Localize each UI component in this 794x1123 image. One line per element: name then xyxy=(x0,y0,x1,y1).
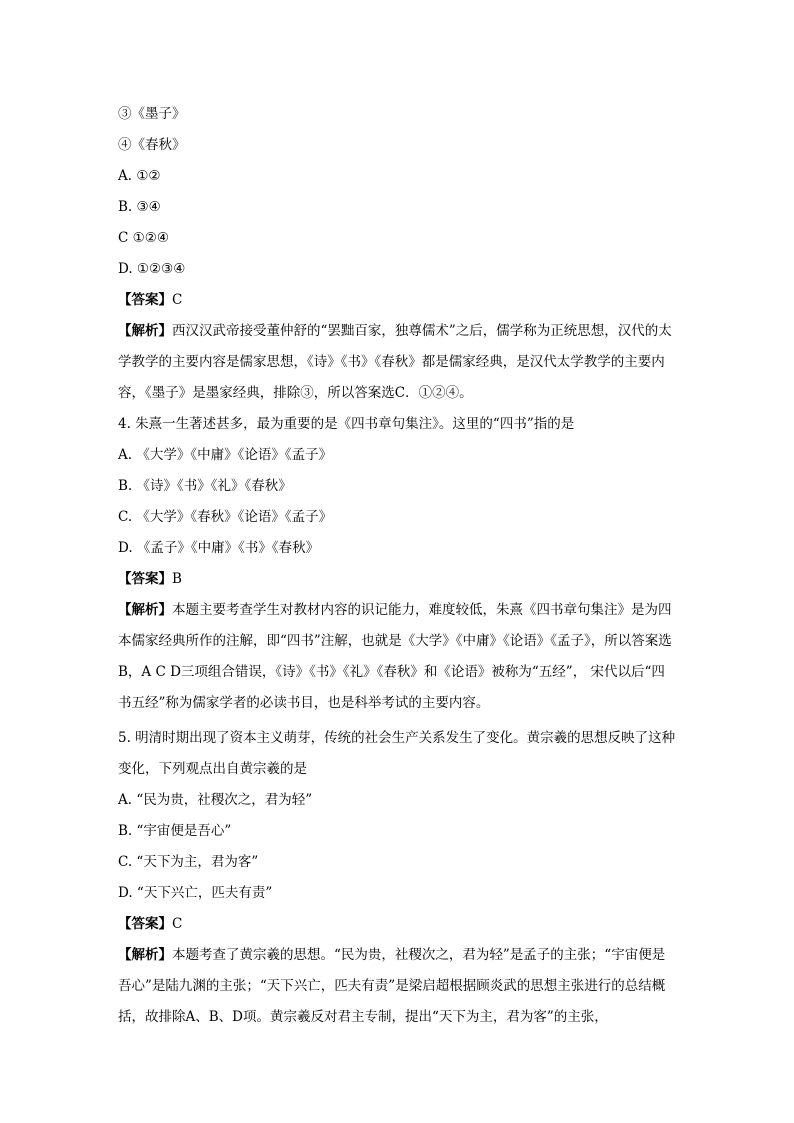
q5-option-a: A. “民为贵，社稷次之，君为轻” xyxy=(118,792,313,808)
q4-option-a: A. 《大学》《中庸》《论语》《孟子》 xyxy=(118,447,333,463)
q3-item-3: ③《墨子》 xyxy=(118,106,186,122)
answer-value: C xyxy=(172,292,183,308)
analysis-text: 西汉汉武帝接受董仲舒的“罢黜百家，独尊儒术”之后，儒学称为正统思想，汉代的太学教学的主要内容是儒家思想，《诗》《书》《春秋》都是儒家经典，是汉代太学教学的主要内容，《墨子》是墨家经典，排除③，所以答案选C．①②④。 xyxy=(118,323,672,401)
analysis-text: 本题考查了黄宗羲的思想。“民为贵，社稷次之，君为轻”是孟子的主张；“宇宙便是吾心”是陆九渊的主张；“天下兴亡，匹夫有责”是梁启超根据顾炎武的思想主张进行的总结概括，故排除A、B、D项。黄宗羲反对君主专制，提出“天下为主，君为客”的主张， xyxy=(118,947,666,1025)
answer-tag: 【答案】 xyxy=(118,292,172,308)
q5-stem: 5. 明清时期出现了资本主义萌芽，传统的社会生产关系发生了变化。黄宗羲的思想反映了这种变化，下列观点出自黄宗羲的是 xyxy=(118,730,676,777)
analysis-tag: 【解析】 xyxy=(118,602,172,618)
answer-value: C xyxy=(172,916,183,932)
answer-tag: 【答案】 xyxy=(118,571,172,587)
q4-option-d: D. 《孟子》《中庸》《书》《春秋》 xyxy=(118,540,320,556)
q3-option-b: B. ③④ xyxy=(118,199,161,215)
answer-value: B xyxy=(172,571,182,587)
q5-option-d: D. “天下兴亡，匹夫有责” xyxy=(118,885,273,901)
answer-tag: 【答案】 xyxy=(118,916,172,932)
q5-option-b: B. “宇宙便是吾心” xyxy=(118,823,232,839)
q4-stem: 4. 朱熹一生著述甚多，最为重要的是《四书章句集注》。这里的“四书”指的是 xyxy=(118,416,575,432)
q4-option-c: C. 《大学》《春秋》《论语》《孟子》 xyxy=(118,509,333,525)
analysis-tag: 【解析】 xyxy=(118,323,172,339)
q4-option-b: B. 《诗》《书》《礼》《春秋》 xyxy=(118,478,292,494)
analysis-tag: 【解析】 xyxy=(118,947,172,963)
q3-analysis xyxy=(118,316,678,409)
q4-answer xyxy=(118,569,678,589)
q4-analysis xyxy=(118,595,678,719)
q5-analysis xyxy=(118,940,678,1033)
q3-item-4: ④《春秋》 xyxy=(118,137,186,153)
q3-option-a: A. ①② xyxy=(118,168,161,184)
analysis-text: 本题主要考查学生对教材内容的识记能力，难度较低，朱熹《四书章句集注》是为四本儒家经典所作的注解，即“四书”注解，也就是《大学》《中庸》《论语》《孟子》，所以答案选B，A C D三项组合错误，《诗》《书》《礼》《春秋》和《论语》被称为“五经”， 宋代以后“四书五经”称为儒家学者的必读书目，也是科举考试的主要内容。 xyxy=(118,602,672,711)
q5-option-c: C. “天下为主，君为客” xyxy=(118,854,259,870)
q3-answer xyxy=(118,290,678,310)
q5-answer xyxy=(118,914,678,934)
q3-option-c: C ①②④ xyxy=(118,230,169,246)
q3-option-d: D. ①②③④ xyxy=(118,261,186,277)
